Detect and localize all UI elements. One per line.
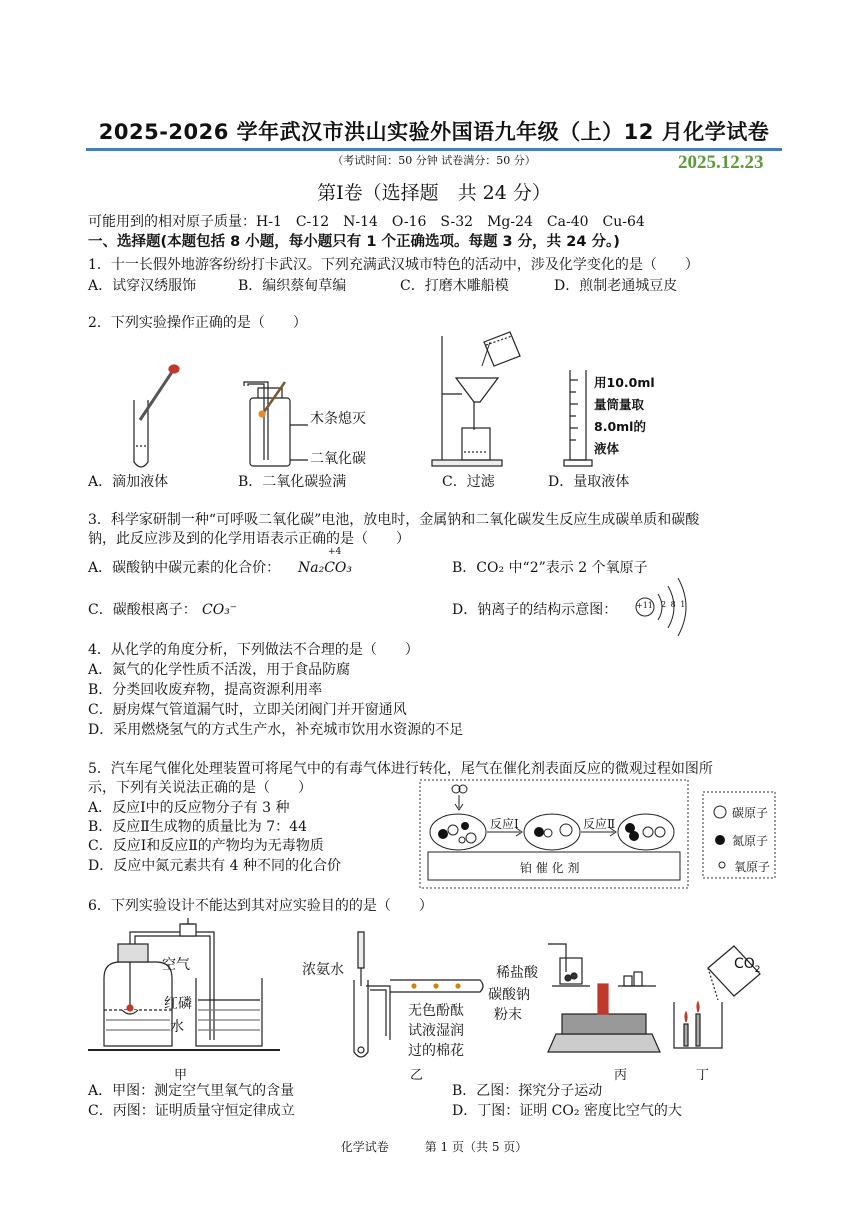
q3-charge-label: +4 bbox=[328, 547, 342, 557]
nucleus-charge: +11 bbox=[636, 601, 653, 610]
ammonia-label: 浓氨水 bbox=[302, 962, 344, 978]
carbonate-label-2: 粉末 bbox=[494, 1007, 522, 1023]
cylinder-note-2: 量筒量取 bbox=[594, 397, 645, 412]
page-footer: 化学试卷 第 1 页（共 5 页） bbox=[340, 1140, 528, 1154]
q2-option-c: C．过滤 bbox=[442, 474, 495, 490]
fig-ding-label: 丁 bbox=[696, 1068, 710, 1083]
acid-label: 稀盐酸 bbox=[496, 965, 538, 981]
reaction-1-label: 反应Ⅰ bbox=[490, 817, 519, 831]
electron-shells: 2 8 1 bbox=[661, 600, 687, 609]
exam-date: 2025.12.23 bbox=[678, 152, 764, 173]
q5-stem-line1: 5．汽车尾气催化处理装置可将尾气中的有毒气体进行转化，尾气在催化剂表面反应的微观过程如图所 bbox=[88, 761, 713, 777]
page-title: 2025-2026 学年武汉市洪山实验外国语九年级（上）12 月化学试卷 bbox=[98, 120, 770, 144]
cotton-label-2: 试液湿润 bbox=[408, 1023, 464, 1039]
water-label: 水 bbox=[170, 1019, 184, 1035]
cotton-label-1: 无色酚酞 bbox=[408, 1003, 464, 1019]
q3-option-b: B．CO₂ 中“2”表示 2 个氧原子 bbox=[452, 560, 648, 576]
carbonate-label-1: 碳酸钠 bbox=[488, 987, 530, 1003]
fig-jia-label: 甲 bbox=[174, 1068, 188, 1083]
phosphorus-label: 红磷 bbox=[164, 996, 192, 1012]
q6-option-b: B．乙图：探究分子运动 bbox=[452, 1083, 603, 1099]
legend-nitrogen: 氮原子 bbox=[732, 834, 769, 848]
q4-option-a: A．氮气的化学性质不活泼，用于食品防腐 bbox=[88, 662, 351, 678]
cylinder-note-3: 8.0ml的 bbox=[594, 419, 646, 434]
section-heading: 第Ⅰ卷（选择题 共 24 分） bbox=[317, 182, 551, 204]
atomic-masses: 可能用到的相对原子质量：H-1 C-12 N-14 O-16 S-32 Mg-24 Ca-40 Cu-64 bbox=[88, 214, 645, 230]
q4-option-c: C．厨房煤气管道漏气时，立即关闭阀门并开窗通风 bbox=[88, 702, 407, 718]
q4-option-d: D．采用燃烧氢气的方式生产水，补充城市饮用水资源的不足 bbox=[88, 722, 464, 738]
co2-bottle-label: $CO_2$ bbox=[734, 956, 761, 975]
q3-option-a-text: A．碳酸钠中碳元素的化合价： bbox=[88, 560, 281, 576]
legend-oxygen: 氧原子 bbox=[734, 860, 771, 874]
q1-option-c: C．打磨木雕船模 bbox=[400, 278, 509, 294]
cylinder-note-1: 用10.0ml bbox=[594, 375, 655, 390]
q2-option-d: D．量取液体 bbox=[548, 474, 630, 490]
q1-option-a: A．试穿汉绣服饰 bbox=[88, 278, 197, 294]
catalyst-label: 铂 催 化 剂 bbox=[520, 861, 580, 875]
cotton-label-3: 过的棉花 bbox=[408, 1043, 464, 1059]
q5-option-d: D．反应中氮元素共有 4 种不同的化合价 bbox=[88, 858, 342, 874]
exam-info: （考试时间：50 分钟 试卷满分：50 分） bbox=[332, 154, 536, 167]
q6-option-c: C．丙图：证明质量守恒定律成立 bbox=[88, 1103, 295, 1119]
oxygen-measure-apparatus bbox=[88, 918, 280, 1050]
q4-option-b: B．分类回收废弃物，提高资源利用率 bbox=[88, 682, 323, 698]
q5-option-b: B．反应Ⅱ生成物的质量比为 7：44 bbox=[88, 819, 307, 835]
splint-label: 木条熄灭 bbox=[310, 411, 366, 427]
q1-stem: 1．十一长假外地游客纷纷打卡武汉。下列充满武汉城市特色的活动中，涉及化学变化的是（ ） bbox=[88, 257, 699, 273]
balance-apparatus bbox=[548, 944, 660, 1052]
fig-bing-label: 丙 bbox=[614, 1068, 628, 1083]
q4-stem: 4．从化学的角度分析，下列做法不合理的是（ ） bbox=[88, 642, 419, 658]
fig-yi-label: 乙 bbox=[410, 1068, 424, 1083]
q2-option-a: A．滴加液体 bbox=[88, 474, 169, 490]
q5-stem-line2: 示，下列有关说法正确的是（ ） bbox=[88, 780, 312, 796]
cylinder-note-4: 液体 bbox=[594, 441, 620, 456]
q1-option-b: B．编织蔡甸草编 bbox=[238, 278, 347, 294]
q5-option-a: A．反应Ⅰ中的反应物分子有 3 种 bbox=[88, 800, 290, 816]
q6-option-a: A．甲图：测定空气里氧气的含量 bbox=[88, 1083, 295, 1099]
q3-stem-line1: 3．科学家研制一种“可呼吸二氧化碳”电池，放电时，金属钠和二氧化碳发生反应生成碳单质和碳酸 bbox=[88, 512, 700, 528]
legend-carbon: 碳原子 bbox=[732, 806, 769, 820]
q1-option-d: D．煎制老通城豆皮 bbox=[554, 278, 678, 294]
q6-stem: 6．下列实验设计不能达到其对应实验目的的是（ ） bbox=[88, 898, 433, 914]
q3-formula-c: CO₃⁻ bbox=[202, 602, 238, 618]
co2-label: 二氧化碳 bbox=[310, 451, 366, 467]
air-label: 空气 bbox=[162, 957, 190, 973]
reaction-2-label: 反应Ⅱ bbox=[583, 817, 616, 831]
q2-option-b: B．二氧化碳验满 bbox=[238, 474, 347, 490]
part-heading: 一、选择题(本题包括 8 小题，每小题只有 1 个正确选项。每题 3 分，共 24 分。) bbox=[88, 234, 620, 250]
q3-formula-a: Na₂CO₃ bbox=[298, 560, 353, 576]
q2-stem: 2．下列实验操作正确的是（ ） bbox=[88, 315, 307, 331]
q3-stem-line2: 钠，此反应涉及到的化学用语表示正确的是（ ） bbox=[88, 531, 410, 547]
q3-option-c-text: C．碳酸根离子： bbox=[88, 602, 197, 618]
q6-option-d: D．丁图：证明 CO₂ 密度比空气的大 bbox=[452, 1103, 682, 1119]
q5-option-c: C．反应Ⅰ和反应Ⅱ的产物均为无毒物质 bbox=[88, 838, 324, 854]
q3-option-d-text: D．钠离子的结构示意图： bbox=[452, 602, 618, 618]
